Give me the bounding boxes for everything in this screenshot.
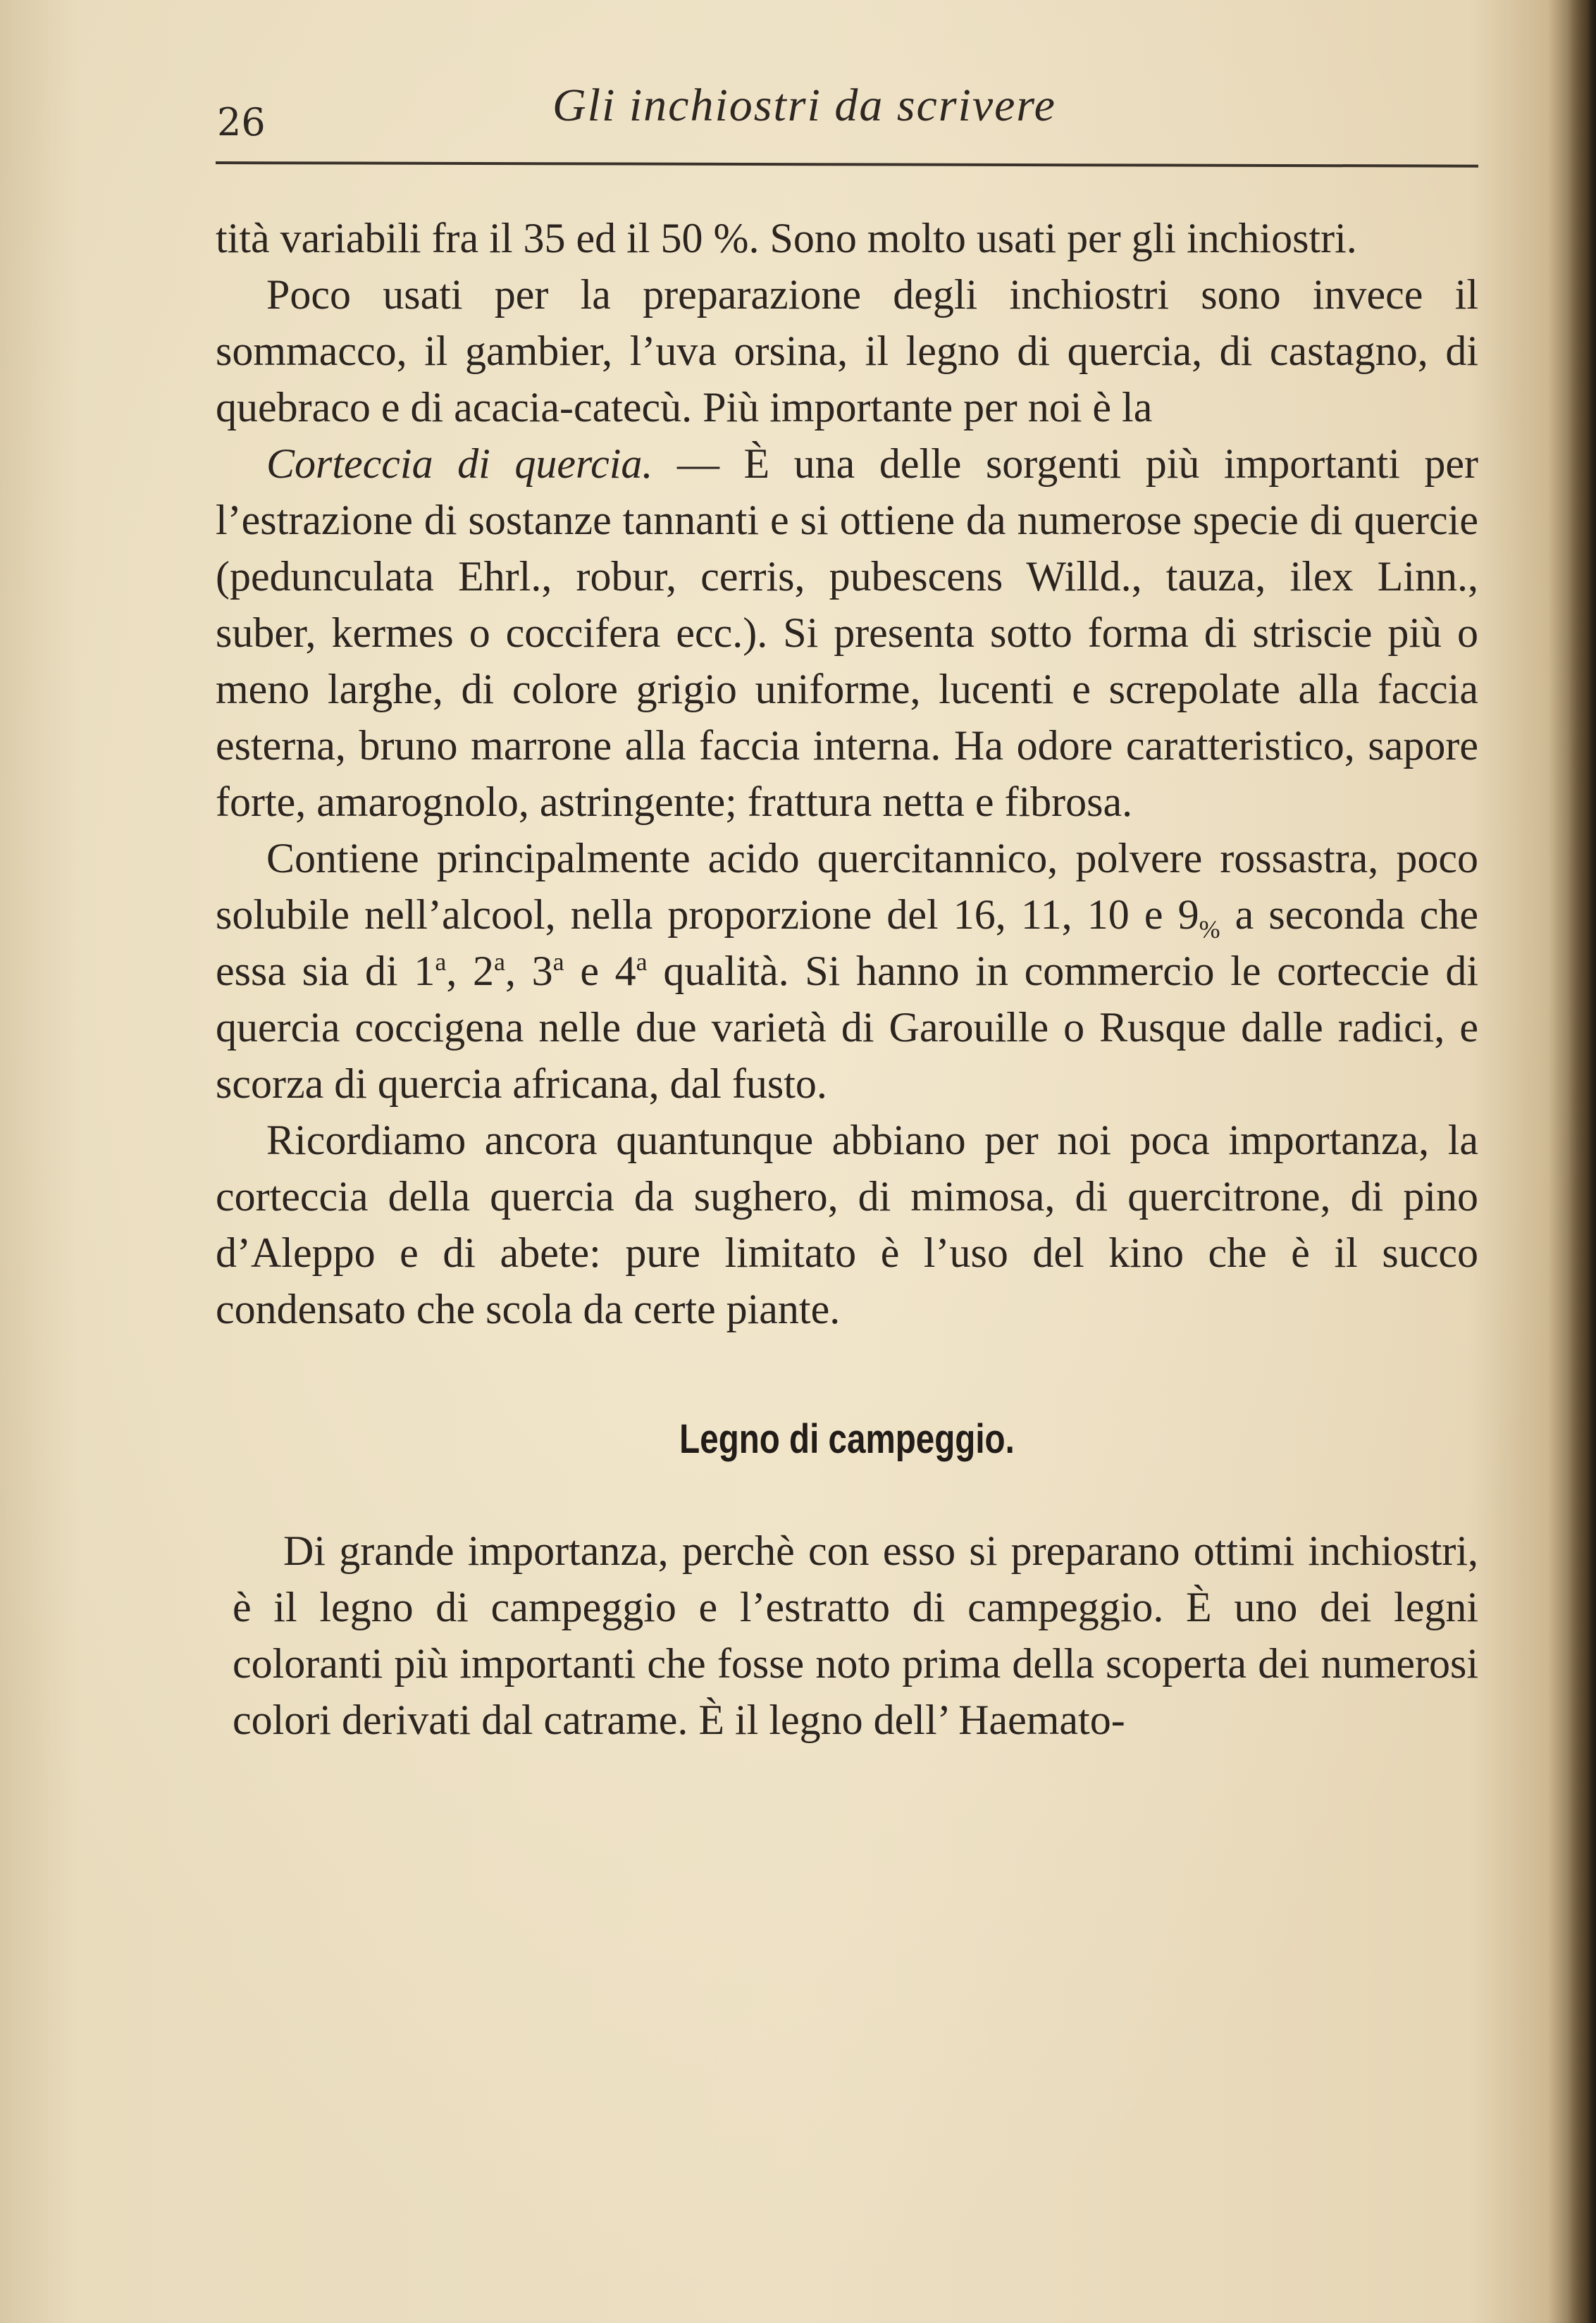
ordinal-superscript: a (494, 948, 505, 976)
paragraph-4-text: e 4 (564, 948, 636, 994)
paragraph-5: Ricordiamo ancora quantunque abbiano per noi poca importanza, la corteccia della quercia da sughero, di mimosa, di quercitrone, di pino d’Aleppo e di abete: pure limitato è l’uso del kino che è il succo condensato che scola da certe piante. (216, 1117, 1478, 1332)
paragraph-4-text: qualità. Si hanno in commercio le corteccie di quercia coccigena nelle due varietà di Garouille o Rusque dalle radici, e scorza di quercia africana, dal fusto. (216, 948, 1479, 1107)
paragraph-4 (216, 830, 1478, 1112)
body-text (216, 210, 1478, 1748)
percent-sign: % (1199, 915, 1220, 943)
header-rule (216, 161, 1478, 168)
paragraph-3 (216, 435, 1478, 830)
page-number: 26 (217, 100, 266, 144)
ordinal-superscript: a (552, 948, 564, 976)
page-edge-shadow (1568, 0, 1596, 2323)
paragraph-4-text: , 3 (505, 948, 553, 994)
ordinal-superscript: a (636, 948, 648, 976)
section-paragraph-1: Di grande importanza, perchè con esso si preparano ottimi inchiostri, è il legno di campeggio e l’estratto di campeggio. È uno dei legni coloranti più importanti che fosse noto prima della scoperta dei numerosi colori derivati dal catrame. È il legno dell’ Haemato- (233, 1528, 1478, 1743)
page-header (216, 73, 1484, 151)
paragraph-4-text: a seconda che essa sia di 1 (216, 891, 1478, 994)
paragraph-4-text: , 2 (446, 948, 494, 994)
ordinal-superscript: a (435, 948, 447, 976)
paragraph-1: tità variabili fra il 35 ed il 50 %. Sono molto usati per gli inchiostri. (216, 215, 1357, 261)
paragraph-4-text: Contiene principalmente acido quercitannico, polvere rossastra, poco solubile nell’alcool, nella proporzione del 16, 11, 10 e 9 (216, 835, 1478, 938)
running-title: Gli inchiostri da scrivere (552, 80, 1056, 131)
paragraph-2: Poco usati per la preparazione degli inchiostri sono invece il sommacco, il gambier, l’uva orsina, il legno di quercia, di castagno, di quebraco e di acacia-catecù. Più importante per noi è la (216, 271, 1478, 430)
section-heading: Legno di campeggio. (679, 1416, 1015, 1462)
paragraph-3-body: — È una delle sorgenti più importanti per l’estrazione di sostanze tannanti e si ottiene da numerose specie di quercie (pedunculata Ehrl., robur, cerris, pubescens Willd., tauza, ilex Linn., suber, kermes o coccifera ecc.). Si presenta sotto forma di striscie più o meno larghe, di colore grigio uniforme, lucenti e screpolate alla faccia esterna, bruno marrone alla faccia interna. Ha odore caratteristico, sapore forte, amarognolo, astringente; frattura netta e fibrosa. (216, 440, 1479, 825)
subsection-title-corteccia: Corteccia di quercia. (266, 440, 653, 487)
